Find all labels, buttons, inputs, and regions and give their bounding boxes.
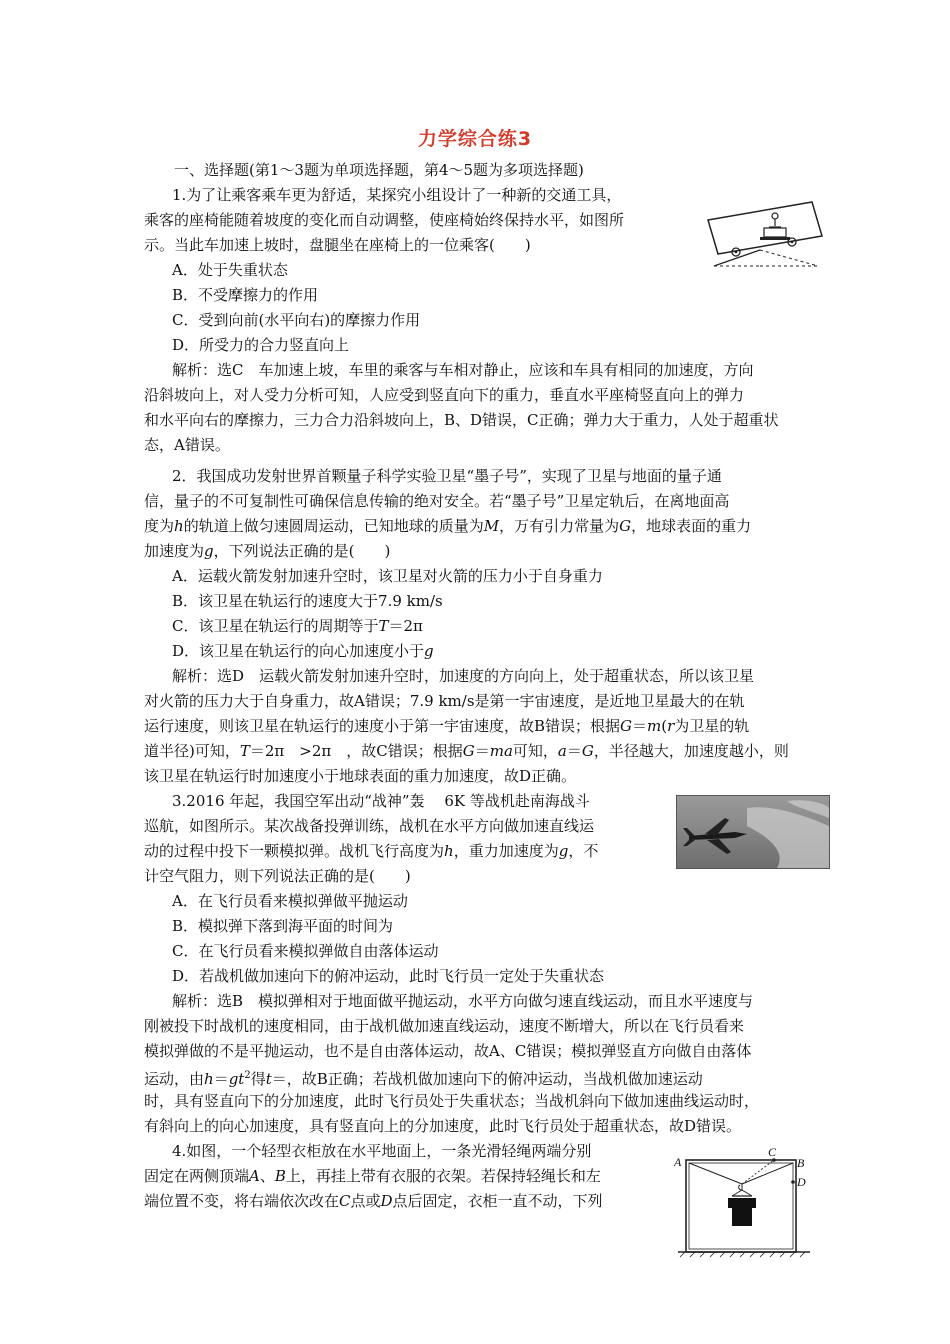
label-b: B [797, 1156, 805, 1170]
q3-stem-line3: 动的过程中投下一颗模拟弹。战机飞行高度为h，重力加速度为g，不 [144, 842, 599, 860]
q2-answer-line4: 道半径)可知，T＝2π >2π ，故C错误；根据G＝ma可知，a＝G，半径越大，加速度越小，则 [144, 742, 789, 760]
q3-answer-line2: 刚被投下时战机的速度相同，由于战机做加速直线运动，速度不断增大，所以在飞行员看来 [144, 1017, 745, 1035]
q2-stem-line3: 度为h的轨道上做匀速圆周运动，已知地球的质量为M，万有引力常量为G，地球表面的重力 [144, 517, 752, 535]
q2-option-d: D．该卫星在轨运行的向心加速度小于g [172, 642, 434, 660]
q1-stem-line2: 乘客的座椅能随着坡度的变化而自动调整，使座椅始终保持水平，如图所 [144, 211, 625, 229]
q1-option-a: A．处于失重状态 [172, 261, 288, 279]
label-d: D [797, 1175, 806, 1189]
q1-answer-line3: 和水平向右的摩擦力，三力合力沿斜坡向上，B、D错误，C正确；弹力大于重力，人处于超重状 [144, 411, 779, 429]
q1-stem-line3: 示。当此车加速上坡时，盘腿坐在座椅上的一位乘客( ) [144, 236, 531, 254]
q2-stem-line1: 2．我国成功发射世界首颗量子科学实验卫星“墨子号”，实现了卫星与地面的量子通 [172, 467, 722, 485]
q2-stem-line4: 加速度为g，下列说法正确的是( ) [144, 542, 391, 560]
q2-option-a: A．运载火箭发射加速升空时，该卫星对火箭的压力小于自身重力 [172, 567, 603, 585]
aircraft-image [677, 796, 829, 868]
q1-option-d: D．所受力的合力竖直向上 [172, 336, 350, 354]
q3-answer-line4: 运动，由$h=gt^2$得t＝，故B正确；若战机做加速向下的俯冲运动，当战机做加速运动 [144, 1070, 703, 1088]
q2-answer-line5: 该卫星在轨运行时加速度小于地球表面的重力加速度，故D正确。 [144, 767, 577, 785]
q2-answer-line1: 解析：选D 运载火箭发射加速升空时，加速度的方向向上，处于超重状态，所以该卫星 [172, 667, 755, 685]
q1-answer-line4: 态，A错误。 [144, 436, 230, 454]
q3-stem-line2: 巡航，如图所示。某次战备投弹训练，战机在水平方向做加速直线运 [144, 817, 595, 835]
q1-stem-line1: 1.为了让乘客乘车更为舒适，某探究小组设计了一种新的交通工具， [172, 186, 622, 204]
section-heading: 一、选择题(第1～3题为单项选择题，第4～5题为多项选择题) [174, 161, 584, 179]
q3-option-d: D．若战机做加速向下的俯冲运动，此时飞行员一定处于失重状态 [172, 967, 605, 985]
q4-stem-line3: 端位置不变，将右端依次改在C点或D点后固定，衣柜一直不动，下列 [144, 1192, 603, 1210]
q2-answer-line2: 对火箭的压力大于自身重力，故A错误；7.9 km/s是第一宇宙速度，是近地卫星最大的在轨 [144, 692, 745, 710]
q4-stem-line2: 固定在两侧顶端A、B上，再挂上带有衣服的衣架。若保持轻绳长和左 [144, 1167, 601, 1185]
page-title: 力学综合练3 [417, 128, 533, 150]
q1-vehicle-figure [700, 198, 828, 272]
q3-answer-line3: 模拟弹做的不是平抛运动，也不是自由落体运动，故A、C错误；模拟弹竖直方向做自由落体 [144, 1042, 752, 1060]
q3-answer-line6: 有斜向上的向心加速度，具有竖直向上的分加速度，此时飞行员处于超重状态，故D错误。 [144, 1117, 742, 1135]
label-a: A [674, 1155, 682, 1169]
q3-answer-line5: 时，具有竖直向下的分加速度，此时飞行员处于失重状态；当战机斜向下做加速曲线运动时， [144, 1092, 760, 1110]
q3-fighter-photo [676, 795, 830, 869]
q2-stem-line2: 信，量子的不可复制性可确保信息传输的绝对安全。若“墨子号”卫星定轨后，在离地面高 [144, 492, 730, 510]
q3-option-a: A．在飞行员看来模拟弹做平抛运动 [172, 892, 408, 910]
q3-stem-line4: 计空气阻力，则下列说法正确的是( ) [144, 867, 411, 885]
q2-answer-line3: 运行速度，则该卫星在轨运行的速度小于第一宇宙速度，故B错误；根据G＝m(r为卫星的轨 [144, 717, 750, 735]
q1-answer-line1: 解析：选C 车加速上坡，车里的乘客与车相对静止，应该和车具有相同的加速度，方向 [172, 361, 754, 379]
q1-option-b: B．不受摩擦力的作用 [172, 286, 319, 304]
q3-stem-line1: 3.2016 年起，我国空军出动“战神”轰 6K 等战机赴南海战斗 [172, 792, 590, 810]
q4-stem-line1: 4.如图，一个轻型衣柜放在水平地面上，一条光滑轻绳两端分别 [172, 1142, 592, 1160]
q3-answer-line1: 解析：选B 模拟弹相对于地面做平抛运动，水平方向做匀速直线运动，而且水平速度与 [172, 992, 754, 1010]
q1-answer-line2: 沿斜坡向上，对人受力分析可知，人应受到竖直向下的重力，垂直水平座椅竖直向上的弹力 [144, 386, 745, 404]
q2-option-c: C．该卫星在轨运行的周期等于T＝2π [172, 617, 423, 635]
q3-option-c: C．在飞行员看来模拟弹做自由落体运动 [172, 942, 439, 960]
q4-wardrobe-figure [670, 1140, 820, 1262]
label-c: C [768, 1145, 777, 1159]
q1-option-c: C．受到向前(水平向右)的摩擦力作用 [172, 311, 421, 329]
q3-option-b: B．模拟弹下落到海平面的时间为 [172, 917, 394, 935]
q2-option-b: B．该卫星在轨运行的速度大于7.9 km/s [172, 592, 443, 610]
